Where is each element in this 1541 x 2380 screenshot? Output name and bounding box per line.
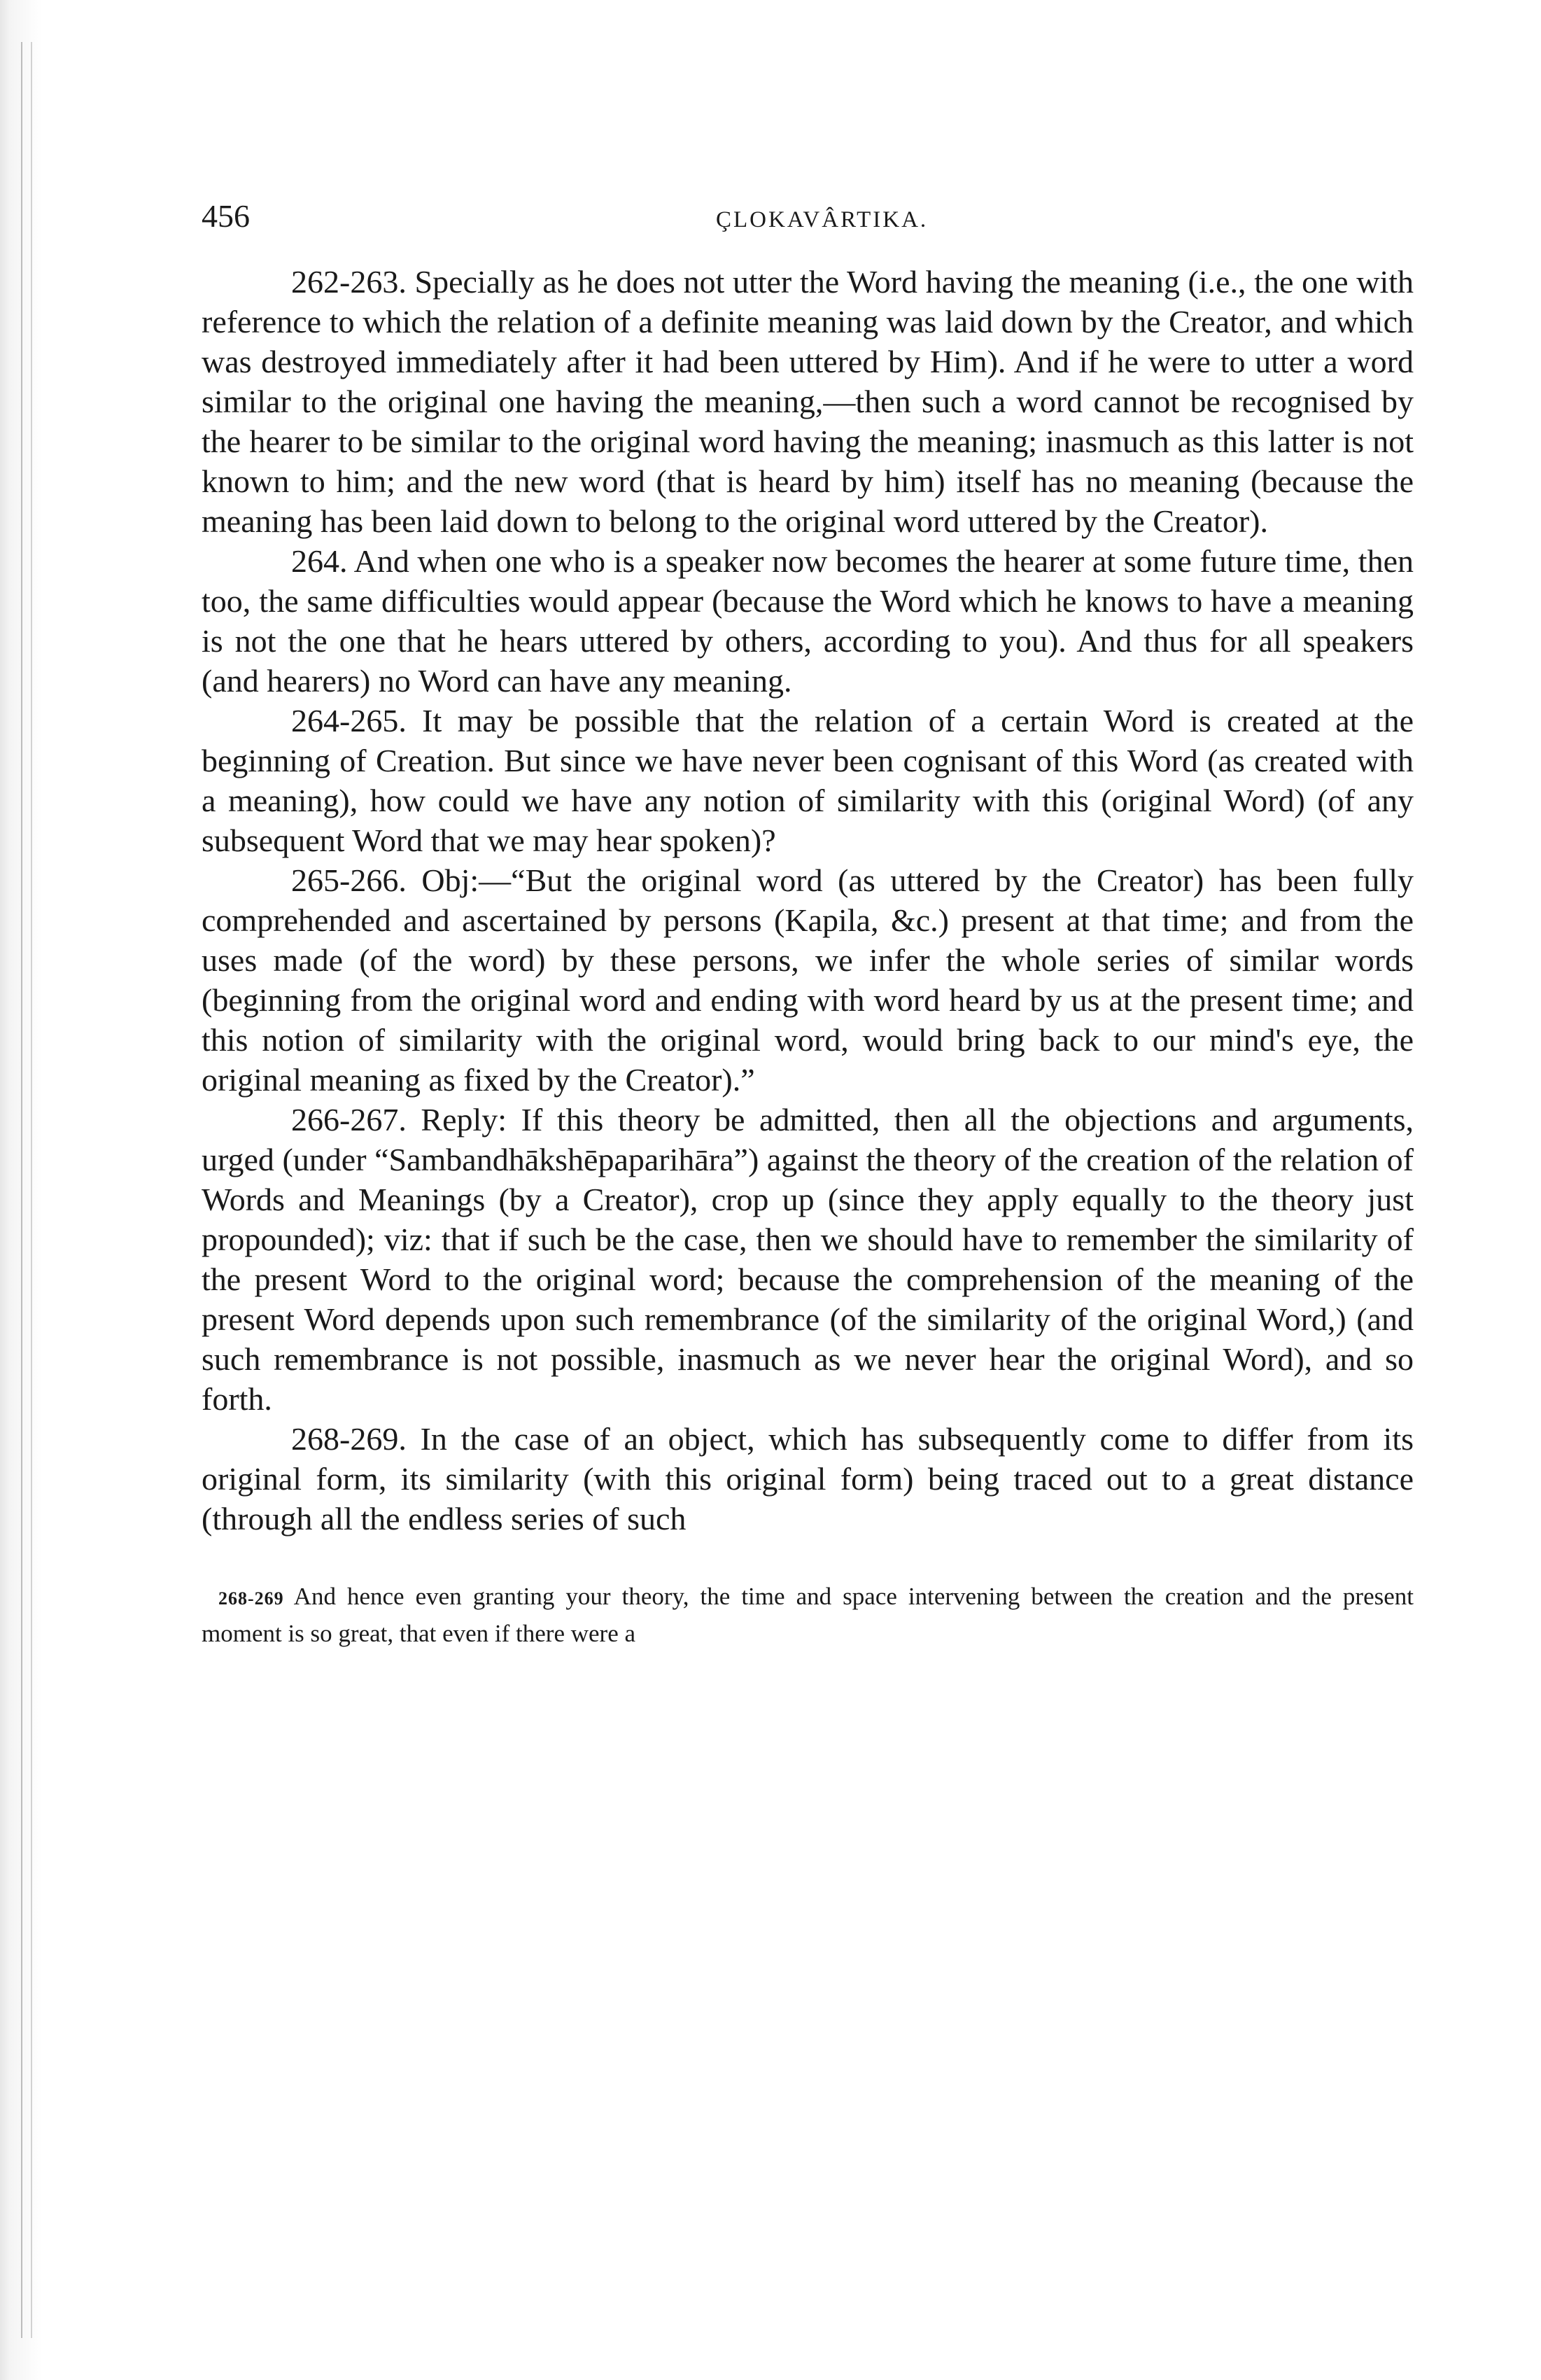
paragraph [202,1100,1414,1419]
verse-number: 265-266. [291,862,407,898]
paragraph-text: Specially as he does not utter the Word having the meaning (i.e., the one with reference to which the relation of a definite meaning was laid down by the Creator, and which was destroyed immediately after it had been uttered by Him). And if he were to utter a word similar to the original one having the meaning,—then such a word cannot be recognised by the hearer to be similar to the original word having the meaning; inasmuch as this latter is not known to him; and the new word (that is heard by him) itself has no meaning (because the meaning has been laid down to belong to the original word uttered by the Creator). [202,264,1414,539]
verse-number: 268-269. [291,1421,407,1457]
paragraph [202,541,1414,701]
verse-number: 266-267. [291,1102,407,1138]
paragraph [202,262,1414,541]
book-page [202,189,1414,1651]
paragraph-text: Reply: If this theory be admitted, then all the objections and arguments, urged (under “Sambandhākshēpaparihāra”) against the theory of the creation of the relation of Words and Meanings (by a Creator), crop up (since they apply equally to the theory just propounded); viz: that if such be the case, then we should have to remember the similarity of the present Word to the original word; because the comprehension of the meaning of the present Word depends upon such remembrance (of the similarity of the original Word,) (and such remembrance is not possible, inasmuch as we never hear the original Word), and so forth. [202,1102,1414,1417]
paragraph-text: Obj:—“But the original word (as uttered by the Creator) has been fully comprehended and ascertained by persons (Kapila, &c.) present at that time; and from the uses made (of the word) by these persons, we infer the whole series of similar words (beginning from the original word and ending with word heard by us at the present time; and this notion of similarity with the original word, would bring back to our mind's eye, the original meaning as fixed by the Creator).” [202,862,1414,1098]
verse-number: 264. [291,543,348,579]
running-title: ÇLOKAVÂRTIKA. [716,207,929,232]
paragraph-text: And when one who is a speaker now becomes the hearer at some future time, then too, the same difficulties would appear (because the Word which he knows to have a meaning is not the one that he hears uttered by others, according to you). And thus for all speakers (and hearers) no Word can have any meaning. [202,543,1414,699]
verse-number: 262-263. [291,264,407,300]
page-number: 456 [202,198,250,234]
footnote-number: 268-269 [218,1588,284,1609]
body-text [202,262,1414,1539]
paragraph-text: It may be possible that the relation of a certain Word is created at the beginning of Creation. But since we have never been cognisant of this Word (as created with a meaning), how could we have any notion of similarity with this (original Word) (of any subsequent Word that we may hear spoken)? [202,703,1414,858]
paragraph [202,1419,1414,1539]
paragraph [202,701,1414,860]
paragraph [202,860,1414,1100]
scan-binding-edge [0,0,42,2380]
paragraph-text: In the case of an object, which has subsequently come to differ from its original form, its similarity (with this original form) being traced out to a great distance (through all the endless series of such [202,1421,1414,1536]
verse-number: 264-265. [291,703,407,738]
running-head [202,189,1414,252]
footnote-text: And hence even granting your theory, the time and space intervening between the creation and the present moment is so great, that even if there were a [202,1583,1414,1647]
footnote [202,1579,1414,1651]
